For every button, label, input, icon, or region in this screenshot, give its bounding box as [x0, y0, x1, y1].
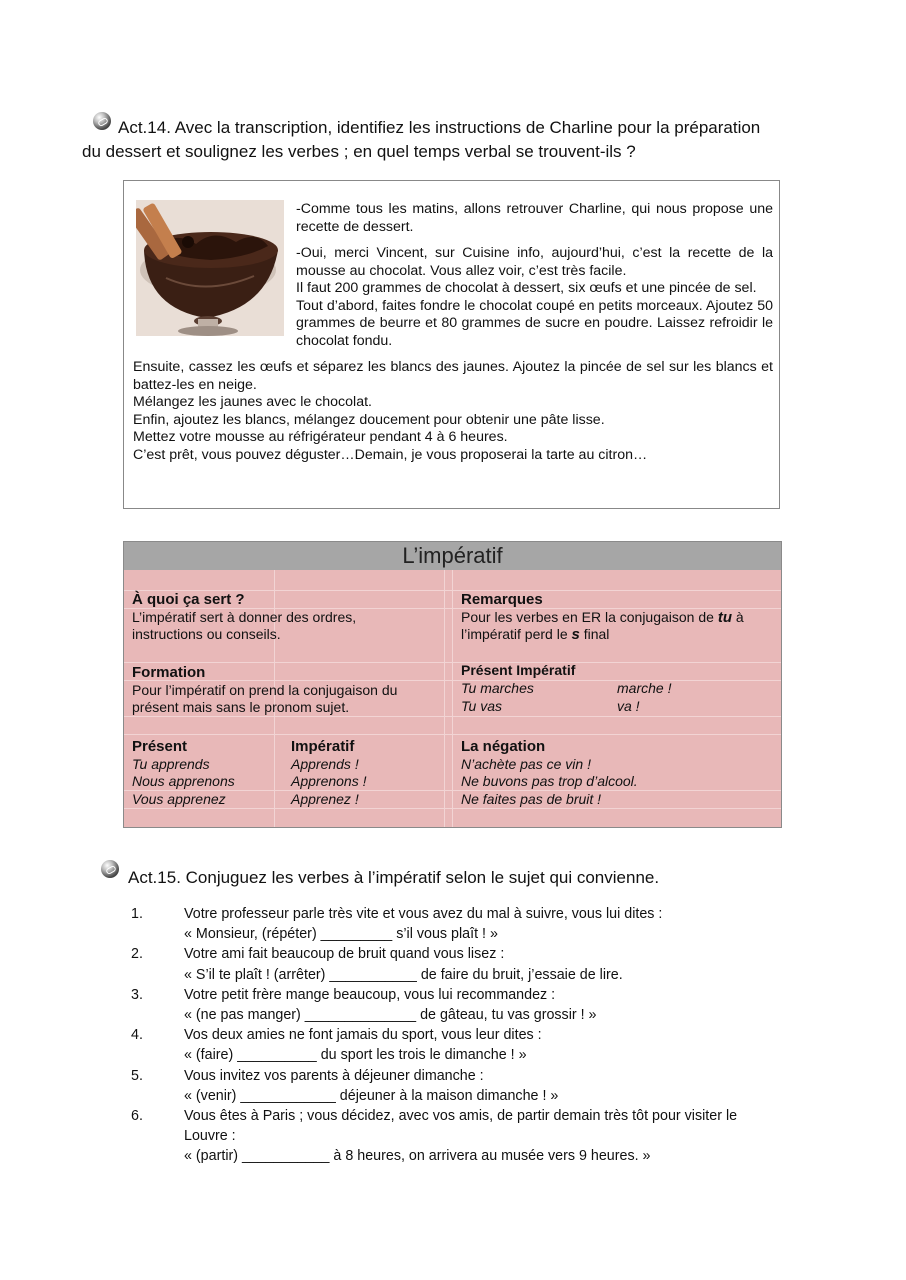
exercise-line: Votre ami fait beaucoup de bruit quand vous lisez :	[184, 946, 505, 963]
exercise-line: « (partir) ___________ à 8 heures, on arrivera au musée vers 9 heures. »	[184, 1148, 651, 1165]
exercise-line: « S’il te plaît ! (arrêter) ___________ de faire du bruit, j’essaie de lire.	[184, 966, 623, 983]
transcription-p3a: Ensuite, cassez les œufs et séparez les blancs des jaunes. Ajoutez la pincée de sel sur les blancs et battez-les en neige.	[133, 359, 773, 393]
remarks-text: Pour les verbes en ER la conjugaison de	[461, 608, 718, 625]
present-row: Tu apprends	[132, 755, 210, 772]
present-imperatif-section	[461, 662, 773, 716]
imperatif-row: Apprenez !	[291, 790, 359, 807]
present-imperatif-heading: Présent Impératif	[461, 662, 576, 678]
transcription-p2b: Il faut 200 grammes de chocolat à dessert, six œufs et une pincée de sel.	[296, 280, 757, 296]
present-heading: Présent	[132, 738, 188, 755]
exercise-item	[131, 904, 791, 944]
transcription-p3e: C’est prêt, vous pouvez déguster…Demain, je vous proposerai la tarte au citron…	[133, 446, 648, 463]
remarks-section	[461, 591, 773, 644]
usage-section	[132, 591, 442, 644]
remarks-line2	[461, 626, 773, 644]
formation-line1: Pour l’impératif on prend la conjugaison du	[132, 681, 398, 698]
remarks-heading: Remarques	[461, 591, 543, 608]
exercise-line: Vous invitez vos parents à déjeuner dimanche :	[184, 1067, 484, 1084]
imperatif-row: Apprenons !	[291, 773, 367, 789]
present-row: Nous apprenons	[132, 773, 235, 789]
act14-heading	[82, 116, 822, 164]
exercise-line: Votre petit frère mange beaucoup, vous lui recommandez :	[184, 986, 556, 1003]
remarks-text: l’impératif perd le	[461, 626, 572, 642]
formation-section	[132, 664, 442, 717]
usage-line1: L’impératif sert à donner des ordres,	[132, 608, 357, 625]
pi-row	[461, 698, 773, 716]
present-column	[132, 738, 272, 808]
pi-row	[461, 680, 773, 698]
remarks-text: final	[579, 626, 610, 642]
transcription-p3d: Mettez votre mousse au réfrigérateur pendant 4 à 6 heures.	[133, 429, 508, 445]
pi-imperatif: marche !	[617, 679, 672, 696]
formation-line2: présent mais sans le pronom sujet.	[132, 699, 350, 715]
negation-section	[461, 738, 773, 808]
act14-line2: du dessert et soulignez les verbes ; en quel temps verbal se trouvent-ils ?	[82, 142, 636, 161]
pi-present: Tu vas	[461, 697, 502, 714]
exercise-line: « (ne pas manger) ______________ de gâteau, tu vas grossir ! »	[184, 1007, 597, 1024]
exercise-item	[131, 1106, 791, 1167]
chocolate-mousse-image	[136, 200, 284, 336]
table-title: L’impératif	[124, 542, 781, 570]
transcription-p3b: Mélangez les jaunes avec le chocolat.	[133, 394, 372, 410]
imperatif-table	[123, 541, 782, 828]
remarks-emphasis: s	[571, 626, 580, 643]
exercise-number: 5.	[131, 1067, 143, 1084]
formation-heading: Formation	[132, 664, 206, 681]
exercise-line: Vous êtes à Paris ; vous décidez, avec vos amis, de partir demain très tôt pour visiter le	[184, 1108, 738, 1125]
remarks-emphasis: tu	[717, 608, 732, 626]
pi-present: Tu marches	[461, 679, 534, 696]
transcription-p3c: Enfin, ajoutez les blancs, mélangez doucement pour obtenir une pâte lisse.	[133, 411, 605, 428]
exercise-line: « (venir) ____________ déjeuner à la maison dimanche ! »	[184, 1087, 559, 1104]
exercise-line: « (faire) __________ du sport les trois le dimanche ! »	[184, 1047, 527, 1064]
exercise-item	[131, 944, 791, 984]
exercise-number: 4.	[131, 1027, 143, 1044]
negation-heading: La négation	[461, 738, 546, 755]
negation-row: Ne faites pas de bruit !	[461, 790, 602, 807]
transcription-p1: -Comme tous les matins, allons retrouver Charline, qui nous propose une recette de dessert.	[296, 201, 773, 235]
act14-line1: Act.14. Avec la transcription, identifiez les instructions de Charline pour la préparation	[118, 118, 761, 137]
exercise-number: 3.	[131, 986, 143, 1003]
exercise-line: « Monsieur, (répéter) _________ s’il vous plaît ! »	[184, 926, 498, 943]
exercise-line: Vos deux amies ne font jamais du sport, vous leur dites :	[184, 1027, 542, 1044]
row-divider	[124, 734, 781, 735]
exercise-number: 1.	[131, 906, 143, 922]
remarks-line1	[461, 609, 773, 627]
exercise-item	[131, 1025, 791, 1065]
negation-row: Ne buvons pas trop d’alcool.	[461, 773, 638, 789]
exercise-item	[131, 1066, 791, 1106]
imperatif-column	[291, 738, 441, 808]
pi-imperatif: va !	[617, 697, 640, 714]
exercise-item	[131, 985, 791, 1025]
usage-heading: À quoi ça sert ?	[132, 591, 245, 608]
usage-line2: instructions ou conseils.	[132, 626, 281, 642]
act15-heading: Act.15. Conjuguez les verbes à l’impératif selon le sujet qui convienne.	[128, 868, 660, 887]
exercise-number: 2.	[131, 946, 143, 963]
row-divider	[124, 808, 781, 809]
exercise-line: Votre professeur parle très vite et vous avez du mal à suivre, vous lui dites :	[184, 906, 663, 922]
bullet-icon	[101, 860, 119, 878]
remarks-text: à	[732, 608, 744, 625]
negation-row: N’achète pas ce vin !	[461, 755, 591, 772]
transcription-p2a: -Oui, merci Vincent, sur Cuisine info, aujourd’hui, c’est la recette de la mousse au chocolat. Vous allez voir, c’est très facile.	[296, 245, 773, 279]
imperatif-row: Apprends !	[291, 755, 359, 772]
imperatif-heading: Impératif	[291, 738, 355, 755]
exercise-list	[131, 904, 791, 1167]
transcription-box	[123, 180, 780, 509]
present-row: Vous apprenez	[132, 790, 226, 807]
exercise-line: Louvre :	[184, 1128, 236, 1145]
exercise-number: 6.	[131, 1108, 143, 1125]
transcription-p2c: Tout d’abord, faites fondre le chocolat coupé en petits morceaux. Ajoutez 50 grammes de beurre et 80 grammes de sucre en poudre. Laissez refroidir le chocolat fondu.	[296, 297, 773, 349]
